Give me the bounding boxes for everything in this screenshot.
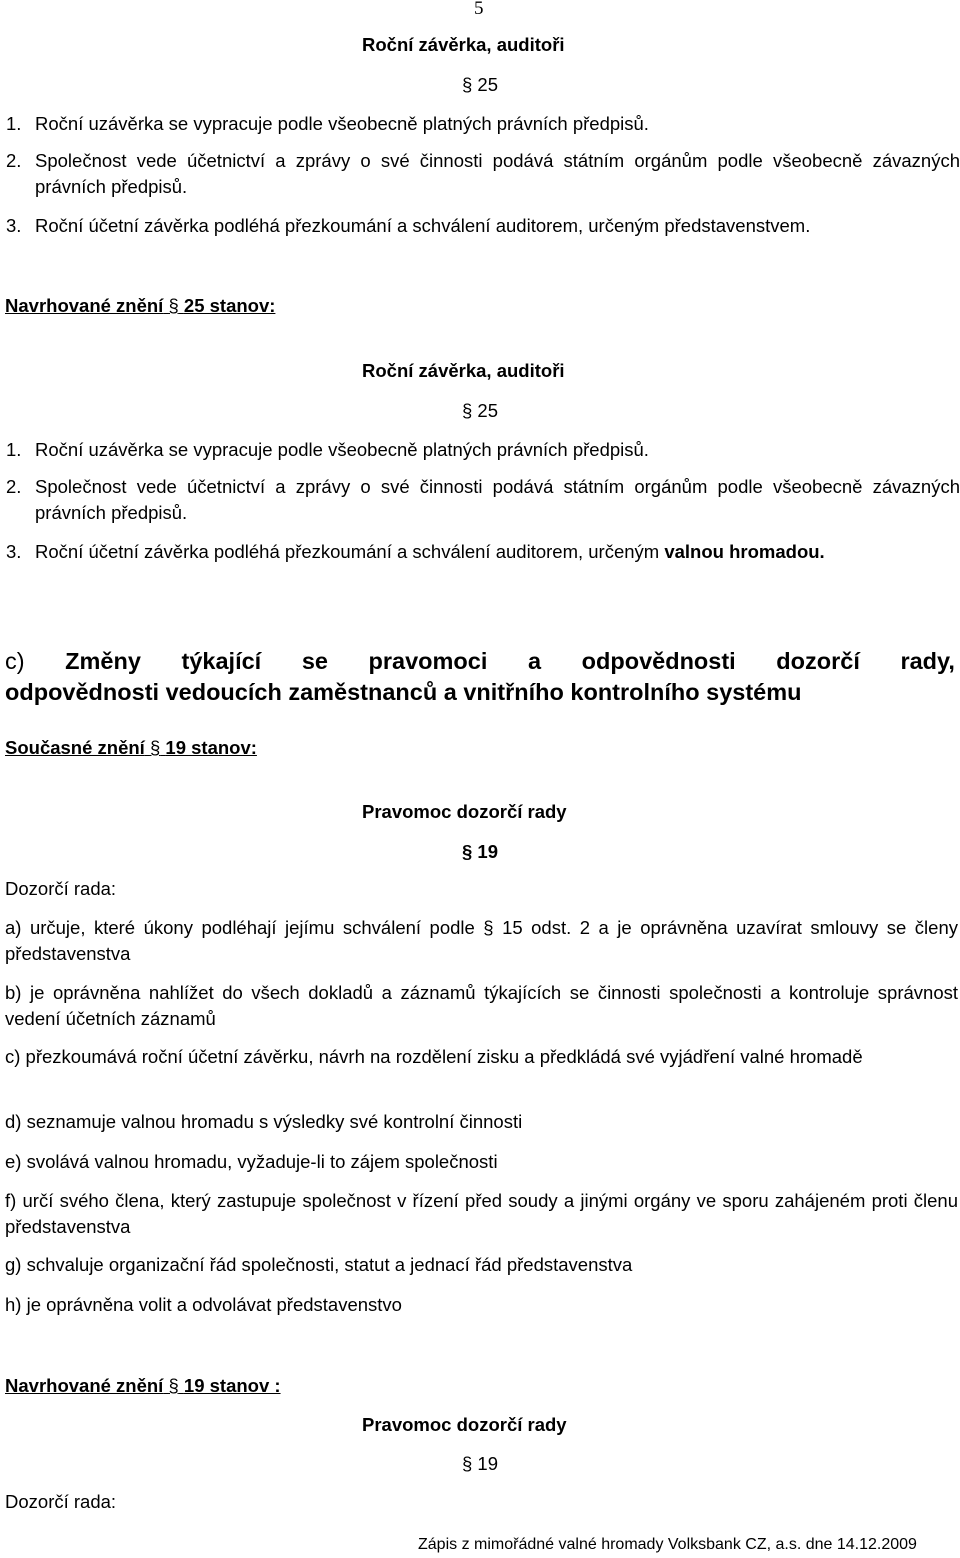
current-19-heading (5, 735, 257, 761)
board-label: Dozorčí rada: (5, 1491, 117, 1512)
paragraph-symbol: § (168, 295, 179, 316)
heading-text: 19 stanov: (165, 737, 257, 758)
list-item: e) svolává valnou hromadu, vyžaduje-li to zájem společnosti (5, 1151, 498, 1172)
item-text: Roční uzávěrka se vypracuje podle všeobecně platných právních předpisů. (35, 113, 649, 134)
section-title: Roční závěrka, auditoři (362, 360, 565, 381)
list-item (6, 539, 960, 565)
item-number: 3. (6, 541, 22, 562)
section-title: Roční závěrka, auditoři (362, 34, 565, 55)
topic-word: a (527, 648, 542, 674)
item-number: 2. (6, 150, 22, 171)
heading-text: 25 stanov: (183, 295, 276, 316)
item-number: 1. (6, 113, 22, 134)
paragraph-symbol: § (149, 737, 161, 758)
topic-prefix: c) (5, 648, 25, 674)
list-item (6, 213, 960, 239)
item-text-part: Roční účetní závěrka podléhá přezkoumání a schválení auditorem, určeným (35, 541, 665, 562)
paragraph-number: § 25 (462, 74, 499, 95)
paragraph-symbol: § (168, 1375, 179, 1396)
page-footer: Zápis z mimořádné valné hromady Volksbank CZ, a.s. dne 14.12.2009 (418, 1536, 917, 1553)
topic-word: dozorčí (776, 648, 860, 674)
item-text: Roční uzávěrka se vypracuje podle všeobecně platných právních předpisů. (35, 439, 649, 460)
paragraph-number: § 19 (462, 1453, 499, 1474)
page-number: 5 (474, 0, 484, 19)
section-title: Pravomoc dozorčí rady (362, 801, 567, 822)
list-item: d) seznamuje valnou hromadu s výsledky své kontrolní činnosti (5, 1111, 523, 1132)
item-text-emphasis: valnou hromadou. (664, 541, 825, 562)
list-item: g) schvaluje organizační řád společnosti, statut a jednací řád představenstva (5, 1254, 633, 1275)
list-item: f) určí svého člena, který zastupuje společnost v řízení před soudy a jinými orgány ve sporu zahájeném proti členu představenstva (5, 1190, 958, 1237)
board-label: Dozorčí rada: (5, 878, 117, 899)
item-text (35, 539, 960, 565)
list-item: a) určuje, které úkony podléhají jejímu schválení podle § 15 odst. 2 a je oprávněna uzavírat smlouvy se členy představenstva (5, 917, 958, 964)
list-item (6, 111, 960, 137)
list-item (6, 474, 960, 525)
item-text: Společnost vede účetnictví a zprávy o své činnosti podává státním orgánům podle všeobecně závazných právních předpisů. (35, 476, 960, 523)
heading-text: Současné znění (5, 737, 145, 758)
item-number: 3. (6, 215, 22, 236)
list-item: h) je oprávněna volit a odvolávat představenstvo (5, 1294, 402, 1315)
topic-word: pravomoci (368, 648, 488, 674)
paragraph-number: § 25 (462, 400, 499, 421)
topic-heading (5, 646, 955, 708)
topic-word: odpovědnosti (581, 648, 736, 674)
item-text: Společnost vede účetnictví a zprávy o své činnosti podává státním orgánům podle všeobecně závazných právních předpisů. (35, 150, 960, 197)
topic-line-2: odpovědnosti vedoucích zaměstnanců a vnitřního kontrolního systému (5, 679, 802, 705)
paragraph-number: § 19 (462, 841, 499, 862)
heading-text: Navrhované znění (5, 295, 164, 316)
topic-word: rady, (900, 648, 955, 674)
list-item: b) je oprávněna nahlížet do všech dokladů a záznamů týkajících se činnosti společnosti a kontroluje správnost vedení účetních záznamů (5, 982, 958, 1029)
item-number: 1. (6, 439, 22, 460)
item-number: 2. (6, 476, 22, 497)
list-item: c) přezkoumává roční účetní závěrku, návrh na rozdělení zisku a předkládá své vyjádření valné hromadě (5, 1046, 863, 1067)
item-text: Roční účetní závěrka podléhá přezkoumání a schválení auditorem, určeným představenstvem. (35, 215, 811, 236)
list-item (6, 437, 960, 463)
list-item (6, 148, 960, 199)
heading-text: 19 stanov : (183, 1375, 281, 1396)
proposed-19-heading (5, 1373, 281, 1399)
heading-text: Navrhované znění (5, 1375, 164, 1396)
topic-word: se (301, 648, 328, 674)
topic-word: týkající (181, 648, 262, 674)
proposed-25-heading (5, 293, 275, 319)
section-title: Pravomoc dozorčí rady (362, 1414, 567, 1435)
topic-word: Změny (65, 648, 141, 674)
